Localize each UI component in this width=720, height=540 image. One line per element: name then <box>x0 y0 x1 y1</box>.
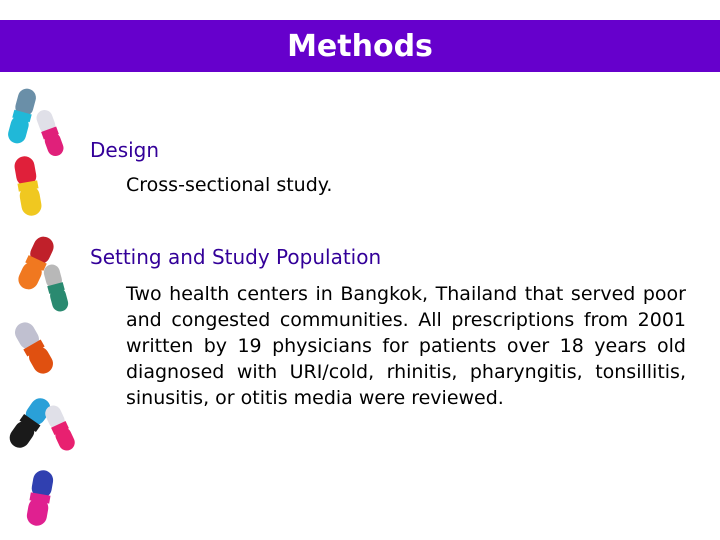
section-heading-setting: Setting and Study Population <box>90 245 382 269</box>
capsule-8 <box>43 403 78 453</box>
capsule-5 <box>42 263 70 314</box>
capsule-3 <box>13 155 43 218</box>
capsule-7 <box>6 394 55 451</box>
section-body-design: Cross-sectional study. <box>126 174 333 196</box>
section-heading-design: Design <box>90 138 160 162</box>
capsule-9 <box>25 469 54 528</box>
capsule-pills-icon <box>0 78 80 540</box>
section-body-setting: Two health centers in Bangkok, Thailand that served poor and congested communities. All prescriptions from 2001 written by 19 physicians for patients over 18 years old diagnosed with URI/cold, rhinitis, pharyngitis, tonsillitis, sinusitis, or otitis media were reviewed. <box>126 283 686 409</box>
title-bar <box>0 20 720 72</box>
capsule-6 <box>11 319 56 377</box>
capsule-2 <box>34 108 65 159</box>
slide-title: Methods <box>287 28 433 64</box>
capsule-1 <box>6 87 38 146</box>
